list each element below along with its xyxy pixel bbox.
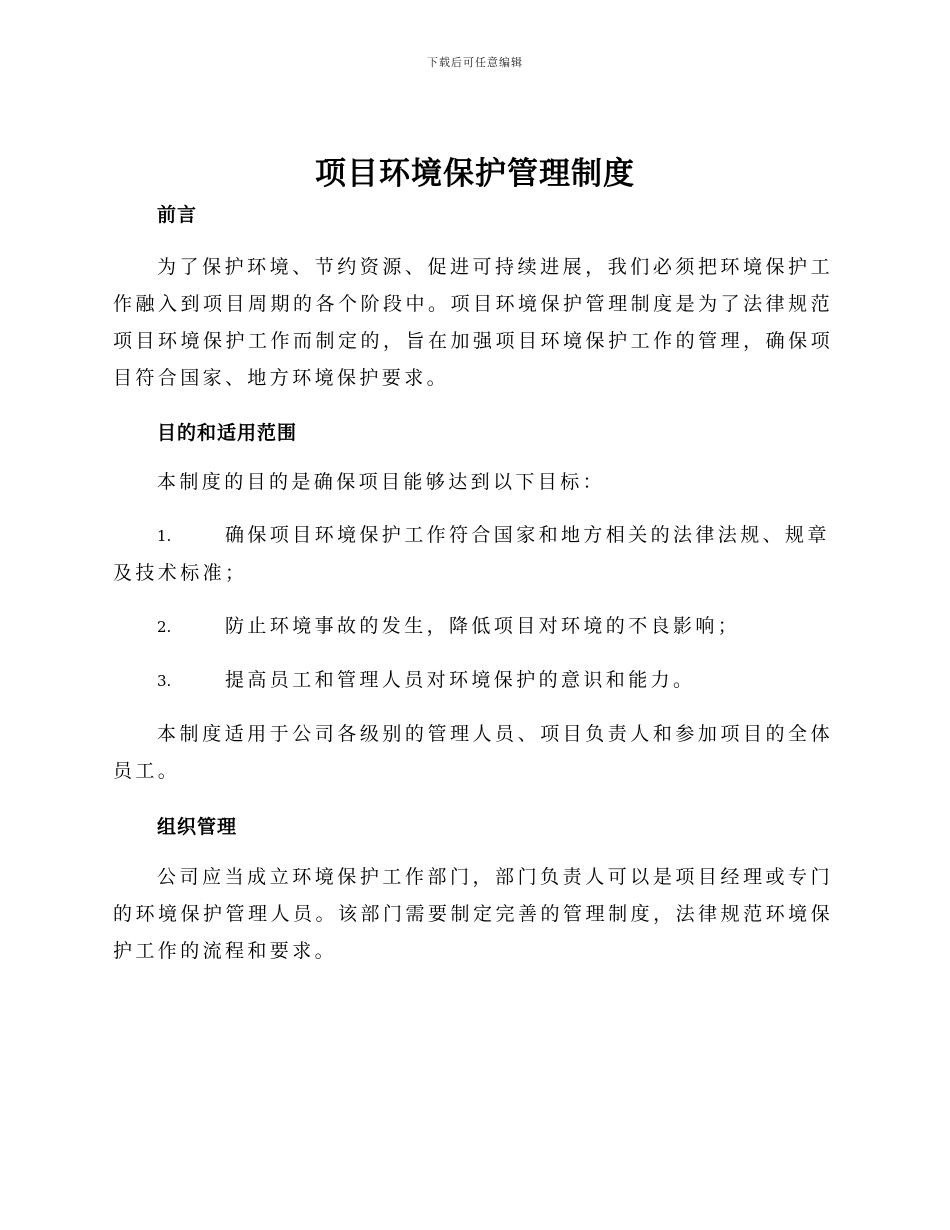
header-note: 下载后可任意编辑 <box>427 56 523 69</box>
list-item <box>113 662 833 700</box>
list-item-text: 提高员工和管理人员对环境保护的意识和能力。 <box>225 669 696 691</box>
list-item <box>113 517 833 592</box>
list-item-number: 1. <box>157 527 172 545</box>
list-item-text: 确保项目环境保护工作符合国家和地方相关的法律法规、规章及技术标准； <box>113 524 830 584</box>
purpose-intro: 本制度的目的是确保项目能够达到以下目标： <box>157 471 606 493</box>
list-item-number: 3. <box>157 672 172 690</box>
section-heading-preface: 前言 <box>157 204 198 226</box>
list-item-number: 2. <box>157 618 172 636</box>
organization-paragraph: 公司应当成立环境保护工作部门，部门负责人可以是项目经理或专门的环境保护管理人员。该部门需要制定完善的管理制度，法律规范环境保护工作的流程和要求。 <box>113 866 833 962</box>
list-item-text: 防止环境事故的发生，降低项目对环境的不良影响； <box>225 615 741 637</box>
scope-paragraph: 本制度适用于公司各级别的管理人员、项目负责人和参加项目的全体员工。 <box>113 723 833 782</box>
section-heading-purpose: 目的和适用范围 <box>157 422 298 444</box>
document-title: 项目环境保护管理制度 <box>315 156 635 192</box>
section-heading-organization: 组织管理 <box>157 816 238 838</box>
preface-paragraph: 为了保护环境、节约资源、促进可持续进展，我们必须把环境保护工作融入到项目周期的各个阶段中。项目环境保护管理制度是为了法律规范项目环境保护工作而制定的，旨在加强项目环境保护工作的管理，确保项目符合国家、地方环境保护要求。 <box>113 256 833 389</box>
list-item <box>113 608 833 646</box>
